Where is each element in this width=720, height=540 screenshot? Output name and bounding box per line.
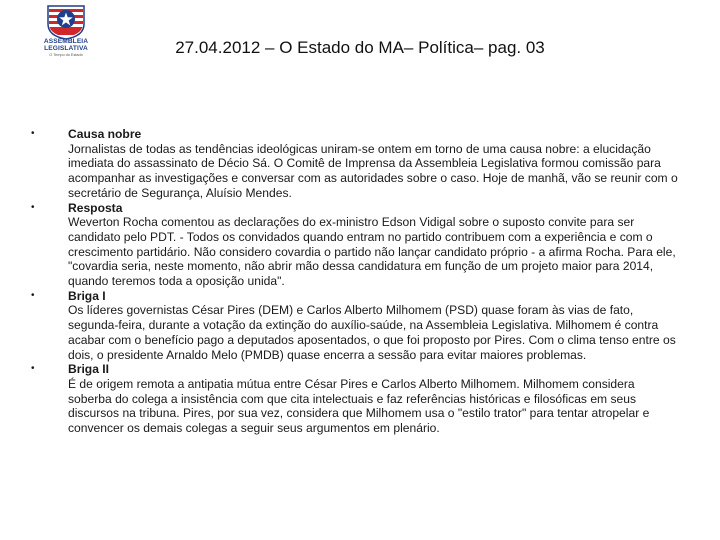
news-item-heading: Resposta — [68, 200, 123, 215]
bullet-icon: • — [31, 289, 35, 301]
news-item-causa-nobre — [30, 127, 680, 201]
news-item-body: Jornalistas de todas as tendências ideológicas uniram-se ontem em torno de uma causa nobre: a elucidação imediata do assassinato de Décio Sá. O Comitê de Imprensa da Assembleia Legislativa formou comissão para acompanhar as investigações e conversar com as autoridades sobre o caso. Hoje de manhã, vão se reunir com o secretário de Segurança, Aluísio Mendes. — [68, 141, 678, 200]
news-item-body: É de origem remota a antipatia mútua entre César Pires e Carlos Alberto Milhomem. Milhomem considera soberba do colega a insistência com que cita intelectuais e faz referências históricas e filosóficas em seus discursos na tribuna. Pires, por sua vez, considera que Milhomem usa o "estilo trator" para tentar atropelar e convencer os demais colegas a seguir seus argumentos em plenário. — [68, 376, 650, 436]
page-title: 27.04.2012 – O Estado do MA– Política– pag. 03 — [175, 38, 545, 57]
news-item-heading: Causa nobre — [68, 127, 142, 141]
bullet-icon: • — [31, 363, 35, 375]
news-item-heading: Briga II — [68, 362, 109, 377]
bullet-icon: • — [31, 201, 35, 213]
state-flag-emblem-icon — [38, 4, 94, 40]
logo-text-line3: O Tempo do Estado — [49, 53, 83, 57]
news-item-briga-i — [30, 289, 680, 363]
news-list — [30, 127, 680, 436]
news-item-briga-ii — [30, 362, 680, 436]
logo-text-line1: ASSEMBLEIA — [43, 38, 89, 45]
news-item-resposta — [30, 201, 680, 289]
logo-text-line2: LEGISLATIVA — [44, 45, 88, 52]
news-item-body: Weverton Rocha comentou as declarações do ex-ministro Edson Vidigal sobre o suposto convite para ser candidato pelo PDT. - Todos os convidados quando entram no partido contribuem com a experiência e com o crescimento partidário. Não considero covardia o partido não lançar candidato próprio - a afirma Rocha. Para ele, "covardia seria, neste momento, não abrir mão dessa candidatura em função de um projeto maior para 2014, quando teremos toda a oposição unida". — [68, 215, 676, 289]
news-item-heading: Briga I — [68, 288, 106, 303]
news-item-body: Os líderes governistas César Pires (DEM) e Carlos Alberto Milhomem (PSD) quase foram às vias de fato, segunda-feira, durante a votação da extinção do auxílio-saúde, na Assembleia Legislativa. Milhomem é contra acabar com o benefício pago a deputados aposentados, o que foi proposto por Pires. Com o clima tenso entre os dois, o presidente Arnaldo Melo (PMDB) quase encerra a sessão para evitar maiores problemas. — [68, 303, 676, 362]
bullet-icon: • — [31, 128, 35, 139]
